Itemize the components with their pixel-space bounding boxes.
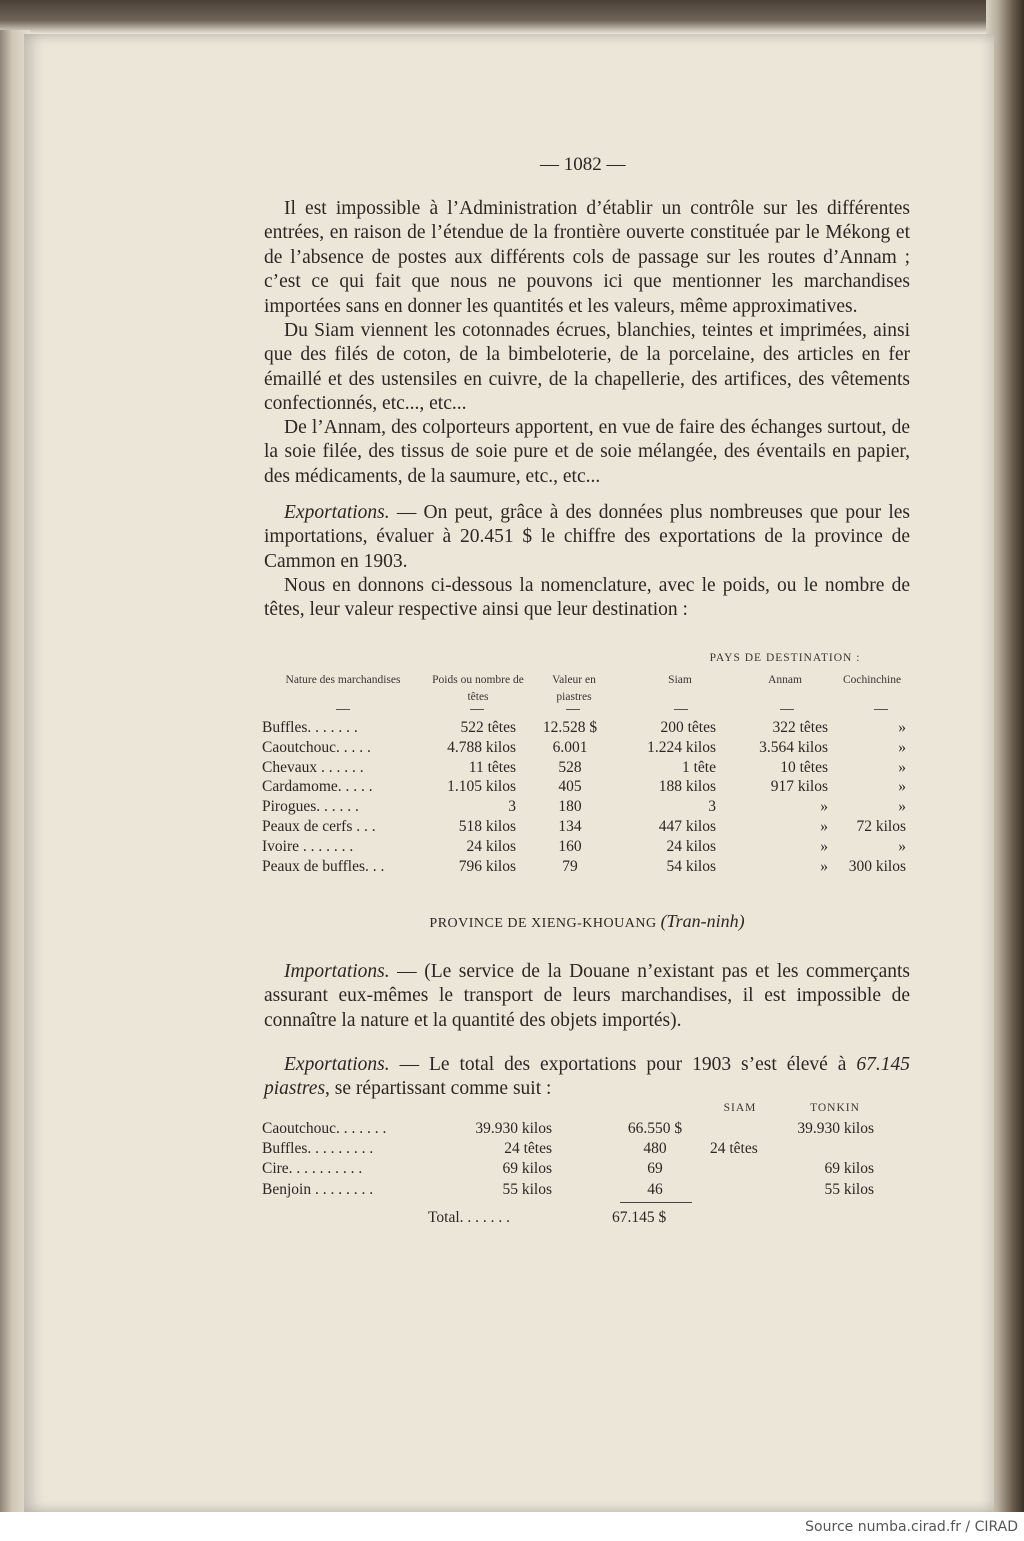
table1-cell-coch: » (898, 837, 906, 855)
source-credit: Source numba.cirad.fr / CIRAD (805, 1519, 1018, 1535)
table2-cell-value: 69 (647, 1160, 663, 1178)
total-value: 67.145 $ (612, 1209, 667, 1226)
t2-header-siam: SIAM (723, 1102, 757, 1114)
table1-cell-siam: 54 kilos (666, 857, 716, 875)
table1-cell-coch: 300 kilos (848, 857, 906, 875)
table1-cell-siam: 447 kilos (658, 818, 716, 835)
table1-cell-siam: 3 (708, 798, 716, 816)
table1-cell-valeur: 405 (558, 778, 582, 796)
table2-cell-tonkin: 39.930 kilos (797, 1120, 874, 1137)
col-header-cochinchine: Cochinchine (842, 674, 902, 686)
table1-cell-item: Chevaux . . . . . . (262, 758, 364, 776)
col-header-poids: Poids ou nombre de têtes (432, 674, 524, 703)
table1-cell-valeur: 6.001 (552, 738, 588, 756)
table2-cell-value: 480 (643, 1140, 667, 1158)
paragraph-3: De l’Annam, des colporteurs apportent, en vue de faire des échanges surtout, de la soie filée, des tissus de soie pure et de soie mélangée, des éventails en papier, des médicaments, de la saumure, etc., etc... (264, 417, 910, 487)
table1-cell-coch: 72 kilos (856, 818, 906, 835)
section-heading-italic: (Tran-ninh) (660, 911, 745, 931)
paragraph-5: Nous en donnons ci-dessous la nomenclature, avec le poids, ou le nombre de têtes, leur valeur respective ainsi que leur destination : (264, 575, 910, 621)
table1-cell-item: Peaux de buffles. . . (262, 857, 385, 875)
table1-cell-poids: 24 kilos (466, 837, 516, 855)
table1-cell-siam: 24 kilos (666, 837, 716, 855)
table1-cell-valeur: 528 (558, 758, 582, 776)
col-header-nature: Nature des marchandises (285, 674, 401, 686)
table2-cell-item: Benjoin . . . . . . . . (262, 1180, 374, 1198)
exportations-label: Exportations. (284, 502, 390, 523)
section-heading-main: PROVINCE DE XIENG-KHOUANG (429, 916, 657, 931)
paragraph-4 (264, 501, 910, 574)
paragraph-6-text: — (Le service de la Douane n’existant pas et les commerçants assurant eux-mêmes le transport de leurs marchandises, il est impossible de connaître la nature et la quantité des objets importés). (264, 961, 910, 1031)
table1-cell-valeur: 160 (558, 837, 582, 855)
table1-cell-annam: » (820, 798, 828, 816)
paragraph-6 (264, 960, 910, 1033)
sum-rule (620, 1202, 692, 1203)
header-rule (874, 709, 888, 710)
table2-cell-item: Buffles. . . . . . . . . (262, 1140, 374, 1158)
table2-cell-qty: 24 têtes (504, 1140, 552, 1158)
header-rule (336, 709, 350, 710)
table1-cell-poids: 1.105 kilos (447, 778, 516, 796)
table1-cell-annam: » (820, 818, 828, 835)
header-rule (470, 709, 484, 710)
table1-cell-item: Peaux de cerfs . . . (262, 818, 376, 835)
header-rule (566, 709, 580, 710)
paragraph-7-text-a: — Le total des exportations pour 1903 s’est élevé à (389, 1054, 857, 1075)
table2-cell-siam: 24 têtes (710, 1140, 758, 1158)
table1-cell-coch: » (898, 778, 906, 796)
paragraph-2: Du Siam viennent les cotonnades écrues, blanchies, teintes et imprimées, ainsi que des filés de coton, de la bimbeloterie, de la porcelaine, des articles en fer émaillé et des ustensiles en cuivre, de la chapellerie, des artifices, des vêtements confectionnés, etc..., etc... (264, 320, 910, 415)
table1-cell-annam: 3.564 kilos (759, 738, 828, 756)
table1-cell-poids: 518 kilos (458, 818, 516, 835)
table2-cell-qty: 69 kilos (502, 1160, 552, 1178)
table1-cell-coch: » (898, 738, 906, 756)
table2-cell-item: Caoutchouc. . . . . . . (262, 1120, 387, 1137)
table1-cell-annam: 10 têtes (780, 758, 828, 776)
importations-label: Importations. (284, 961, 390, 982)
table1-cell-valeur: 12.528 $ (542, 719, 598, 736)
section-heading (264, 911, 910, 932)
table1-cell-coch: » (898, 758, 906, 776)
book-top-edge (0, 0, 1024, 34)
export-total-amount: 67.145 piastres (264, 1054, 910, 1100)
table1-cell-annam: » (820, 837, 828, 855)
table1-cell-item: Ivoire . . . . . . . (262, 837, 354, 855)
table2-cell-tonkin: 55 kilos (824, 1180, 874, 1198)
page-number: — 1082 — (540, 154, 626, 175)
table1-cell-poids: 11 têtes (468, 758, 516, 776)
table1-cell-poids: 4.788 kilos (447, 738, 516, 756)
paragraph-1: Il est impossible à l’Administration d’établir un contrôle sur les différentes entrées, en raison de l’étendue de la frontière ouverte constituée par le Mékong et de l’absence de postes aux différents cols de passage sur les routes d’Annam ; c’est ce qui fait que nous ne pouvons ici que mentionner les marchandises importées sans en donner les quantités et les valeurs, même approximatives. (264, 198, 910, 317)
table1-cell-siam: 200 têtes (660, 719, 716, 736)
table1-cell-poids: 796 kilos (458, 857, 516, 875)
paragraph-7 (264, 1053, 910, 1102)
table2-cell-value: 66.550 $ (627, 1120, 683, 1137)
table1-cell-item: Cardamome. . . . . (262, 778, 373, 796)
table1-cell-poids: 3 (508, 798, 516, 816)
paragraph-7-text-b: , se répartissant comme suit : (325, 1078, 552, 1100)
destination-group-header: PAYS DE DESTINATION : (709, 652, 861, 664)
table2-cell-qty: 55 kilos (502, 1180, 552, 1198)
table1-cell-valeur: 180 (558, 798, 582, 816)
table1-cell-item: Buffles. . . . . . . (262, 719, 358, 736)
table1-cell-siam: 1.224 kilos (647, 738, 716, 756)
total-label: Total. . . . . . . (428, 1209, 511, 1226)
paragraph-4-text: — On peut, grâce à des données plus nombreuses que pour les importations, évaluer à 20.451 $ le chiffre des exportations de la province de Cammon en 1903. (264, 502, 910, 572)
table1-cell-annam: 917 kilos (770, 778, 828, 796)
header-rule (674, 709, 688, 710)
t2-header-tonkin: TONKIN (810, 1102, 860, 1114)
table1-cell-coch: » (898, 719, 906, 736)
table1-cell-valeur: 134 (558, 818, 582, 835)
table2-cell-qty: 39.930 kilos (475, 1120, 552, 1137)
table1-cell-siam: 188 kilos (658, 778, 716, 796)
exportations-label-2: Exportations. (284, 1054, 390, 1075)
col-header-valeur: Valeur en piastres (552, 674, 596, 703)
col-header-annam: Annam (768, 674, 802, 686)
table1-cell-annam: 322 têtes (772, 719, 828, 736)
table1-cell-valeur: 79 (562, 857, 578, 875)
table1-cell-item: Caoutchouc. . . . . (262, 738, 371, 756)
header-rule (780, 709, 794, 710)
table2-cell-item: Cire. . . . . . . . . . (262, 1160, 363, 1178)
table1-cell-siam: 1 tête (682, 758, 716, 776)
table1-cell-poids: 522 têtes (460, 719, 516, 736)
table1-cell-annam: » (820, 857, 828, 875)
table2-cell-value: 46 (647, 1180, 663, 1198)
table1-cell-item: Pirogues. . . . . . (262, 798, 359, 816)
col-header-siam: Siam (668, 674, 692, 686)
table1-cell-coch: » (898, 798, 906, 816)
table2-cell-tonkin: 69 kilos (824, 1160, 874, 1178)
